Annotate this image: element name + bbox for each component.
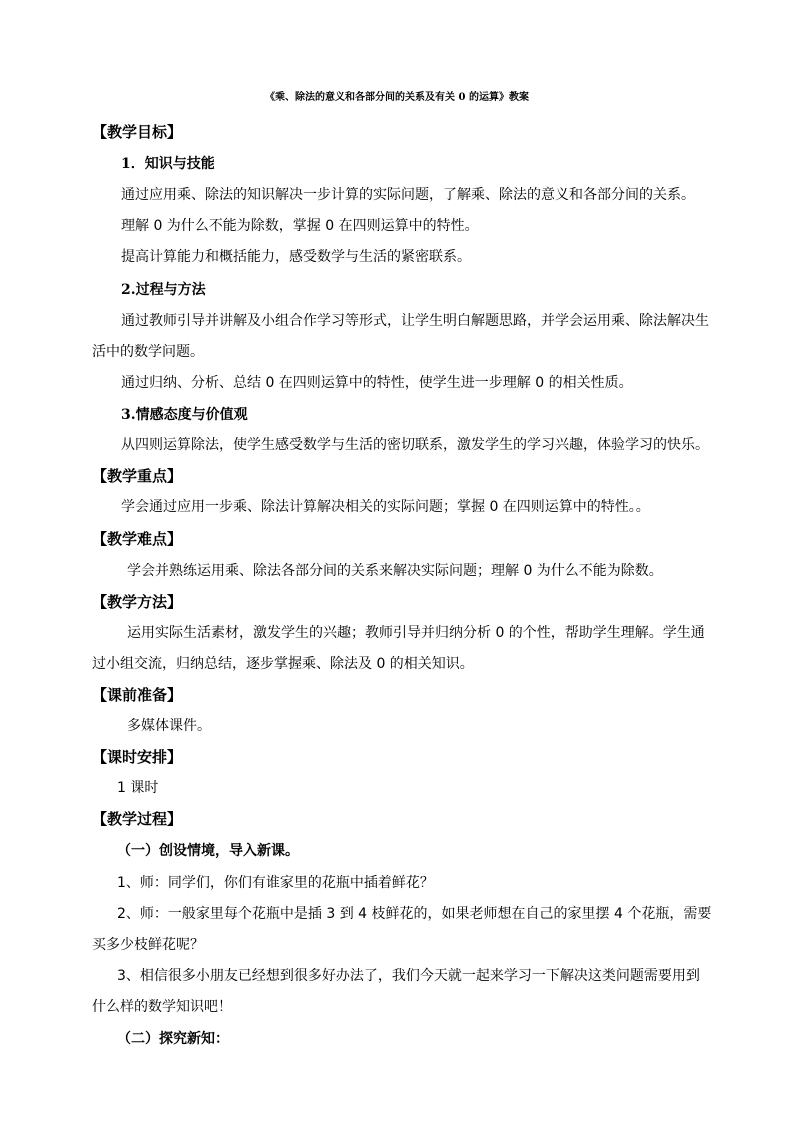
list-item-process-3-line-1: 3、相信很多小朋友已经想到很多好办法了，我们今天就一起来学习一下解决这类问题需要用到 (117, 968, 700, 984)
section-heading-objectives: 【教学目标】 (92, 123, 183, 141)
paragraph-key-points: 学会通过应用一步乘、除法计算解决相关的实际问题；掌握 0 在四则运算中的特性。。 (121, 499, 650, 515)
list-item-process-3-line-2: 什么样的数学知识吧！ (92, 999, 232, 1015)
list-item-process-1: 1、师：同学们，你们有谁家里的花瓶中插着鲜花？ (117, 875, 434, 891)
section-heading-preparation: 【课前准备】 (92, 686, 183, 704)
section-heading-difficulties: 【教学难点】 (92, 530, 183, 548)
section-heading-methods: 【教学方法】 (92, 593, 183, 611)
subheading-process-step-1: （一）创设情境，导入新课。 (117, 843, 299, 859)
subheading-process-method: 2.过程与方法 (121, 282, 206, 298)
section-heading-process: 【教学过程】 (92, 810, 183, 828)
paragraph-attitude-1: 从四则运算除法，使学生感受数学与生活的密切联系，激发学生的学习兴趣，体验学习的快乐。 (121, 437, 709, 453)
paragraph-process-1-line-2: 活中的数学问题。 (92, 344, 204, 360)
subheading-knowledge-skills: 1．知识与技能 (121, 156, 215, 172)
section-heading-key-points: 【教学重点】 (92, 467, 183, 485)
paragraph-process-2: 通过归纳、分析、总结 0 在四则运算中的特性，使学生进一步理解 0 的相关性质。 (121, 375, 633, 391)
section-heading-schedule: 【课时安排】 (92, 748, 183, 766)
paragraph-objective-1: 通过应用乘、除法的知识解决一步计算的实际问题，了解乘、除法的意义和各部分间的关系。 (121, 187, 695, 203)
paragraph-difficulties: 学会并熟练运用乘、除法各部分间的关系来解决实际问题；理解 0 为什么不能为除数。 (127, 563, 663, 579)
list-item-process-2-line-2: 买多少枝鲜花呢？ (92, 937, 204, 953)
paragraph-preparation: 多媒体课件。 (127, 718, 211, 734)
paragraph-objective-2: 理解 0 为什么不能为除数，掌握 0 在四则运算中的特性。 (121, 218, 479, 234)
subheading-process-step-2: （二）探究新知： (117, 1031, 229, 1047)
paragraph-schedule: 1 课时 (117, 780, 159, 796)
paragraph-process-1-line-1: 通过教师引导并讲解及小组合作学习等形式，让学生明白解题思路，并学会运用乘、除法解决生 (121, 313, 709, 329)
subheading-attitude-values: 3.情感态度与价值观 (121, 407, 248, 423)
paragraph-methods-line-1: 运用实际生活素材，激发学生的兴趣；教师引导并归纳分析 0 的个性，帮助学生理解。学生通 (127, 625, 705, 641)
paragraph-objective-3: 提高计算能力和概括能力，感受数学与生活的紧密联系。 (121, 249, 471, 265)
list-item-process-2-line-1: 2、师：一般家里每个花瓶中是插 3 到 4 枝鲜花的，如果老师想在自己的家里摆 4 个花瓶，需要 (117, 906, 712, 922)
page-title: 《乘、除法的意义和各部分间的关系及有关 0 的运算》教案 (265, 92, 529, 103)
paragraph-methods-line-2: 过小组交流，归纳总结，逐步掌握乘、除法及 0 的相关知识。 (92, 656, 474, 672)
